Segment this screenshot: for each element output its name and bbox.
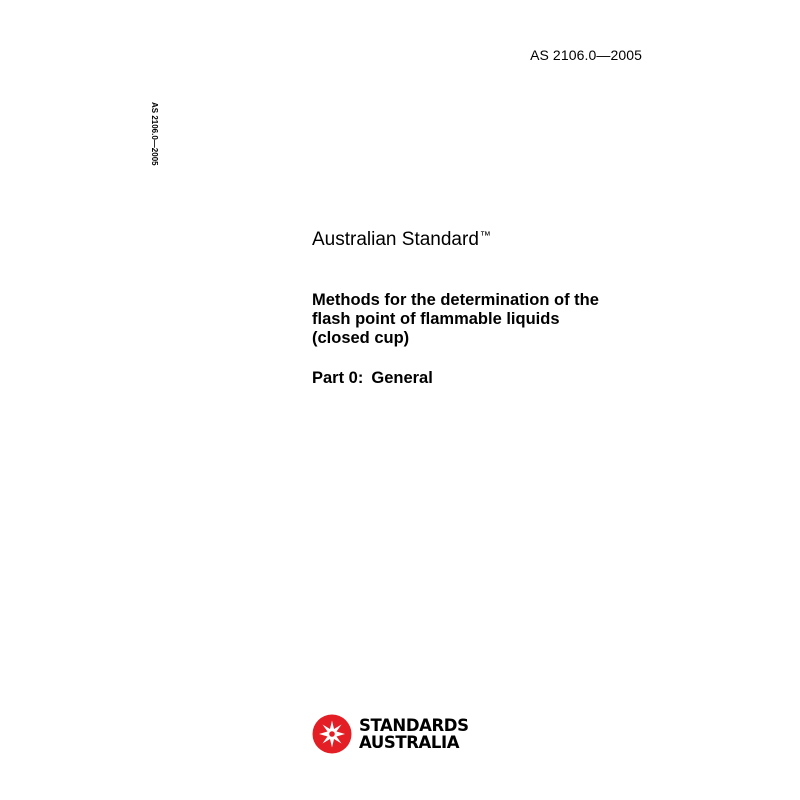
logo-wordmark bbox=[359, 717, 469, 751]
spine-text: AS 2106.0—2005 bbox=[150, 102, 159, 166]
spine-label bbox=[146, 102, 162, 174]
part-name: General bbox=[371, 369, 433, 387]
part-heading bbox=[312, 369, 433, 388]
trademark-symbol: ™ bbox=[479, 230, 491, 242]
title-line-3: (closed cup) bbox=[312, 329, 410, 347]
standard-label bbox=[312, 229, 491, 251]
document-title bbox=[312, 291, 652, 348]
document-number: AS 2106.0—2005 bbox=[530, 47, 642, 63]
standards-australia-logo bbox=[312, 713, 469, 755]
logo-line-1: STANDARDS bbox=[359, 716, 469, 735]
logo-line-2: AUSTRALIA bbox=[359, 733, 460, 752]
title-line-1: Methods for the determination of the bbox=[312, 291, 599, 309]
part-label: Part 0: bbox=[312, 369, 364, 387]
title-line-2: flash point of flammable liquids bbox=[312, 310, 560, 328]
standards-australia-star-logo-icon bbox=[312, 714, 352, 754]
standard-label-text: Australian Standard bbox=[312, 229, 479, 250]
